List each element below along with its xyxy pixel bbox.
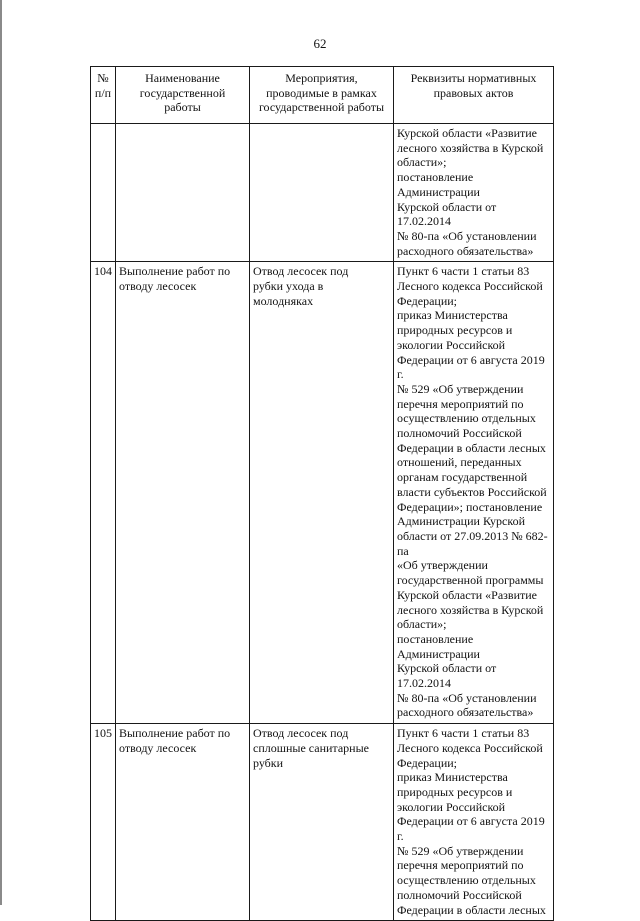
table-header-row (91, 67, 554, 124)
table-row (91, 724, 554, 921)
regulations-table (90, 66, 554, 921)
header-work-name: Наименование государственной работы (116, 67, 250, 124)
header-requisites: Реквизиты нормативных правовых актов (394, 67, 554, 124)
row-number (91, 124, 116, 262)
row-requisites: Курской области «Развитие лесного хозяйства в Курской области»; постановление Администрации Курской области от 17.02.2014 № 80-па «Об установлении расходного обязательства» (394, 124, 554, 262)
row-events: Отвод лесосек под рубки ухода в молодняках (250, 262, 394, 724)
table-row (91, 262, 554, 724)
row-number: 104 (91, 262, 116, 724)
row-requisites: Пункт 6 части 1 статьи 83 Лесного кодекса Российской Федерации; приказ Министерства природных ресурсов и экологии Российской Федерации от 6 августа 2019 г. № 529 «Об утверждении перечня мероприятий по осуществлению отдельных полномочий Российской Федерации в области лесных отношений, переданных органам государственной власти субъектов Российской Федерации»; постановление Администрации Курской области от 27.09.2013 № 682-па «Об утверждении государственной программы Курской области «Развитие лесного хозяйства в Курской области»; постановление Администрации Курской области от 17.02.2014 № 80-па «Об установлении расходного обязательства» (394, 262, 554, 724)
row-events (250, 124, 394, 262)
header-number: № п/п (91, 67, 116, 124)
row-work-name (116, 124, 250, 262)
page-edge (0, 0, 2, 905)
row-work-name: Выполнение работ по отводу лесосек (116, 724, 250, 921)
row-requisites: Пункт 6 части 1 статьи 83 Лесного кодекса Российской Федерации; приказ Министерства природных ресурсов и экологии Российской Федерации от 6 августа 2019 г. № 529 «Об утверждении перечня мероприятий по осуществлению отдельных полномочий Российской Федерации в области лесных (394, 724, 554, 921)
table-row (91, 124, 554, 262)
page-number: 62 (313, 36, 327, 51)
row-number: 105 (91, 724, 116, 921)
row-work-name: Выполнение работ по отводу лесосек (116, 262, 250, 724)
row-events: Отвод лесосек под сплошные санитарные рубки (250, 724, 394, 921)
header-events: Мероприятия, проводимые в рамках государственной работы (250, 67, 394, 124)
